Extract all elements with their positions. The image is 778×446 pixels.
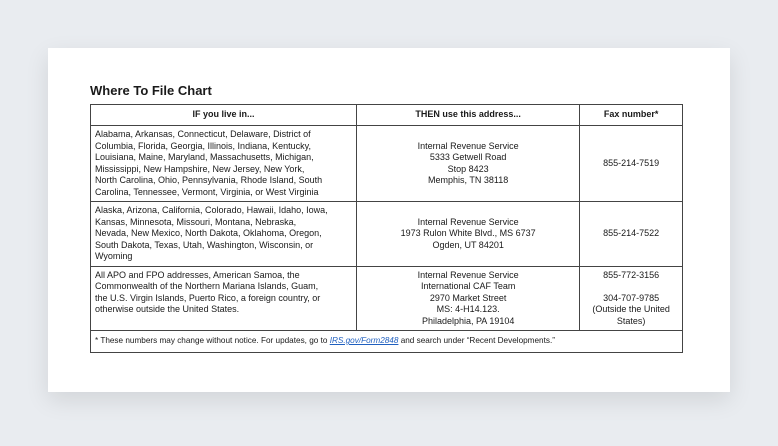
address-line: Internal Revenue Service (417, 216, 519, 227)
states-line: the U.S. Virgin Islands, Puerto Rico, a foreign country, or (95, 292, 321, 303)
states-line: Wyoming (95, 251, 133, 261)
states-line: Alabama, Arkansas, Connecticut, Delaware, District of (95, 129, 311, 139)
footnote-suffix: and search under “Recent Developments.” (398, 336, 555, 345)
states-line: Columbia, Florida, Georgia, Illinois, Indiana, Kentucky, (95, 140, 311, 151)
states-line: North Carolina, Ohio, Pennsylvania, Rhode Island, South (95, 175, 323, 185)
states-cell (91, 202, 357, 267)
states-line: otherwise outside the United States. (95, 304, 240, 314)
fax-number: 855-214-7519 (603, 157, 660, 168)
document-card (48, 48, 730, 392)
footnote-cell (91, 331, 683, 353)
states-line: Kansas, Minnesota, Missouri, Montana, Nebraska, (95, 216, 297, 227)
address-line: 2970 Market Street (429, 292, 507, 303)
states-line: Alaska, Arizona, California, Colorado, Hawaii, Idaho, Iowa, (95, 205, 328, 215)
address-line: 1973 Rulon White Blvd., MS 6737 (400, 228, 536, 238)
table-row (91, 266, 683, 331)
fax-number-primary: 855-772-3156 (603, 269, 660, 280)
chart-title: Where To File Chart (90, 83, 212, 98)
table-row (91, 202, 683, 267)
address-line: Ogden, UT 84201 (432, 239, 504, 250)
fax-cell (580, 202, 683, 267)
table-row (91, 126, 683, 202)
address-cell (357, 202, 580, 267)
header-states: IF you live in... (91, 105, 357, 126)
address-cell (357, 126, 580, 202)
states-line: Mississippi, New Hampshire, New Jersey, New York, (95, 163, 305, 174)
header-address: THEN use this address... (357, 105, 580, 126)
address-line: International CAF Team (420, 281, 516, 291)
states-line: Commonwealth of the Northern Mariana Islands, Guam, (95, 281, 319, 291)
fax-note: States) (616, 315, 646, 326)
table-header-row (91, 105, 683, 126)
states-line: All APO and FPO addresses, American Samoa, the (95, 269, 300, 280)
address-line: Philadelphia, PA 19104 (421, 315, 515, 326)
fax-number: 855-214-7522 (603, 228, 660, 238)
footnote-row (91, 331, 683, 353)
footnote-prefix: * These numbers may change without notice. For updates, go to (95, 336, 330, 345)
fax-note: (Outside the United (592, 304, 670, 314)
states-line: Nevada, New Mexico, North Dakota, Oklahoma, Oregon, (95, 228, 322, 238)
address-line: 5333 Getwell Road (429, 152, 507, 162)
fax-number-secondary: 304-707-9785 (603, 292, 660, 303)
address-cell (357, 266, 580, 331)
states-line: Louisiana, Maine, Maryland, Massachusetts, Michigan, (95, 152, 314, 162)
address-line: Memphis, TN 38118 (428, 175, 509, 185)
fax-cell (580, 266, 683, 331)
states-cell (91, 126, 357, 202)
states-line: Carolina, Tennessee, Vermont, Virginia, or West Virginia (95, 186, 319, 197)
address-line: Stop 8423 (447, 163, 489, 174)
address-line: MS: 4-H14.123. (436, 304, 500, 314)
header-fax: Fax number* (580, 105, 683, 126)
fax-cell (580, 126, 683, 202)
fax-spacer (584, 281, 678, 293)
where-to-file-table (90, 104, 683, 353)
irs-form-link[interactable]: IRS.gov/Form2848 (329, 336, 399, 345)
states-line: South Dakota, Texas, Utah, Washington, Wisconsin, or (95, 239, 314, 250)
address-line: Internal Revenue Service (417, 140, 519, 151)
address-line: Internal Revenue Service (417, 269, 519, 280)
states-cell (91, 266, 357, 331)
